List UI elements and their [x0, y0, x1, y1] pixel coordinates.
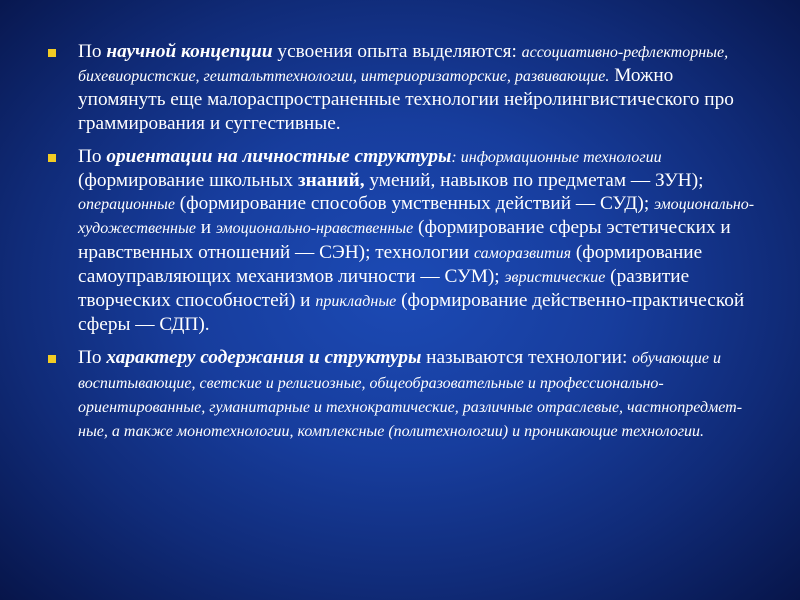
item-italic-list: обучающие и воспитывающие, светские и религиозные, общеобразовательные и профессионально-ориентированные, гуманитарные и технократические, различные отраслевые, частнопредмет-ные, а также монотехнологии, комплексные (политехнологии) и проникающие технологии. [78, 350, 743, 441]
item-italic-list: ассоциативно-рефлекторные, бихевиористские, гештальттехнологии, интериоризаторские, развивающие. [78, 44, 729, 86]
item-italic-term: : информационные технологии [451, 148, 662, 166]
square-bullet-icon [48, 49, 56, 57]
item-italic-term: эмоционально-нравственные [215, 220, 414, 238]
item-italic-term: эвристические [504, 268, 606, 286]
item-bold-term: знаний, [297, 170, 365, 192]
item-text: По [78, 145, 107, 167]
item-highlight-term: научной концепции [106, 41, 273, 62]
slide-content [46, 40, 756, 580]
item-highlight-term: ориентации на личностные структуры [106, 145, 452, 167]
item-italic-term: прикладные [315, 293, 397, 311]
item-text: и [195, 217, 216, 239]
item-text: (развитие творческих способностей) и [78, 265, 690, 312]
item-highlight-term: характеру содержания и структуры [106, 347, 422, 369]
bullet-item-personality-structures [46, 145, 756, 337]
item-italic-term: операционные [78, 196, 175, 214]
item-text: (формирование способов умственных действий — СУД); [174, 193, 655, 215]
bullet-item-learning-concept [46, 40, 756, 135]
item-text: (формирование сферы эстетических и нравственных отношений — СЭН); технологии [78, 217, 731, 263]
item-text: умений, навыков по предметам — ЗУН); [364, 170, 704, 192]
item-text: (формирование школьных [78, 170, 298, 192]
square-bullet-icon [48, 154, 56, 162]
item-text: По [78, 41, 107, 62]
item-italic-term: саморазвития [473, 244, 572, 262]
bullet-item-content-character [46, 346, 756, 443]
item-text: (формирование действенно-практической сферы — СДП). [78, 290, 745, 336]
item-text: Можно упомянуть еще малораспространенные технологии нейролингвистического про граммирования и суггестивные. [78, 65, 734, 134]
item-text: По [78, 347, 107, 369]
item-text: называются технологии: [421, 347, 633, 369]
item-italic-term: эмоционально-художественные [78, 196, 755, 238]
item-text: усвоения опыта выделяются: [272, 41, 522, 62]
square-bullet-icon [48, 355, 56, 363]
item-text: (формирование самоуправляющих механизмов личности — СУМ); [78, 241, 703, 287]
